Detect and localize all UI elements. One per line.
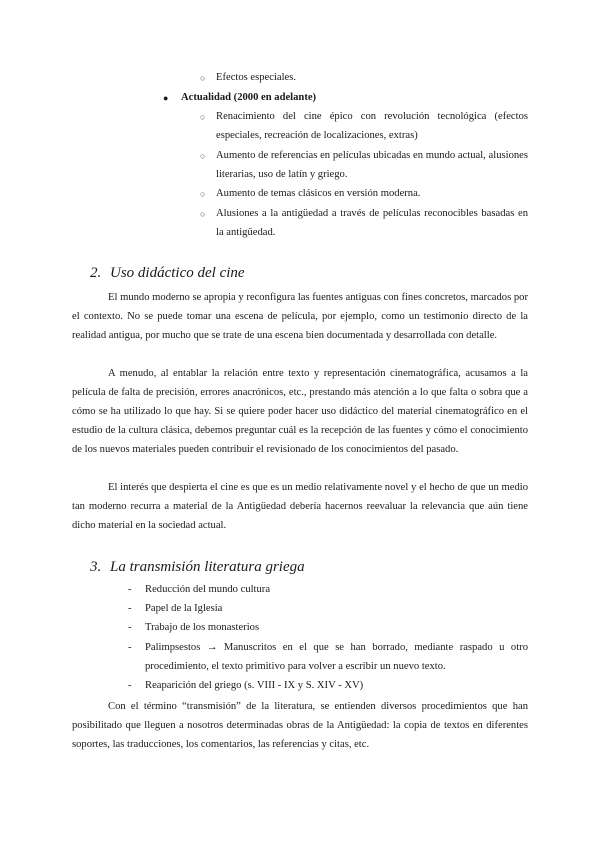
list-item: Papel de la Iglesia <box>145 603 223 614</box>
paragraph: Con el término “transmisión” de la literatura, se entienden diversos procedimientos que han posibilitado que lleguen a nosotros determinadas obras de la Antigüedad: la copia de textos en diferentes soportes, las traducciones, los comentarios, las referencias y citas, etc. <box>72 701 528 750</box>
section-number: 3. <box>90 559 102 575</box>
paragraph: El interés que despierta el cine es que es un medio relativamente novel y el hecho de que un medio tan moderno recurra a material de la Antigüedad debería hacernos reevaluar la relevancia que aún tiene dicho material en la sociedad actual. <box>72 482 528 531</box>
list-item: Reducción del mundo cultura <box>145 584 271 595</box>
list-item: Renacimiento del cine épico con revolución tecnológica (efectos especiales, recreación de localizaciones, extras) <box>216 111 528 141</box>
dash-bullet-icon: - <box>128 622 132 633</box>
circle-bullet-icon: ○ <box>200 73 206 83</box>
dash-bullet-icon: - <box>128 680 132 691</box>
list-item: Alusiones a la antigüedad a través de películas reconocibles basadas en la antigüedad. <box>216 208 528 238</box>
circle-bullet-icon: ○ <box>200 189 206 199</box>
section-subtitle: Actualidad (2000 en adelante) <box>181 92 317 103</box>
circle-bullet-icon: ○ <box>200 209 206 219</box>
circle-bullet-icon: ○ <box>200 112 206 122</box>
dash-bullet-icon: - <box>128 642 132 653</box>
list-item: Reaparición del griego (s. VIII - IX y S. XIV - XV) <box>145 680 364 691</box>
section-title: La transmisión literatura griega <box>110 559 305 575</box>
paragraph: A menudo, al entablar la relación entre texto y representación cinematográfica, acusamos a la película de falta de precisión, errores anacrónicos, etc., prestando más atención a lo que falta o sobra que a cómo se ha utilizado lo que hay. Si se quiere poder hacer uso didáctico del material cinematográfico en el estudio de la cultura clásica, debemos preguntar cuál es la recepción de las fuentes y cómo el conocimiento de los nuevos materiales pueden contribuir el revisionado de los conocimientos del pasado. <box>72 368 528 455</box>
list-item: Aumento de referencias en películas ubicadas en mundo actual, alusiones literarias, uso de latín y griego. <box>216 150 528 180</box>
section-title: Uso didáctico del cine <box>110 265 245 281</box>
circle-bullet-icon: ○ <box>200 151 206 161</box>
list-item: Trabajo de los monasterios <box>145 622 260 633</box>
list-item: Efectos especiales. <box>216 72 297 83</box>
dash-bullet-icon: - <box>128 584 132 595</box>
section-number: 2. <box>90 265 102 281</box>
list-item: Palimpsestos → Manuscritos en el que se han borrado, mediante raspado u otro procedimiento, el texto primitivo para volver a escribir un nuevo texto. <box>145 642 528 672</box>
dash-bullet-icon: - <box>128 603 132 614</box>
list-item: Aumento de temas clásicos en versión moderna. <box>216 188 421 199</box>
paragraph: El mundo moderno se apropia y reconfigura las fuentes antiguas con fines concretos, marcados por el contexto. No se puede tomar una escena de película, por ejemplo, como un testimonio directo de la realidad antigua, por mucho que se trate de una escena bien documentada y desarrollada con detalle. <box>72 292 528 341</box>
bullet-icon: ● <box>163 93 169 103</box>
